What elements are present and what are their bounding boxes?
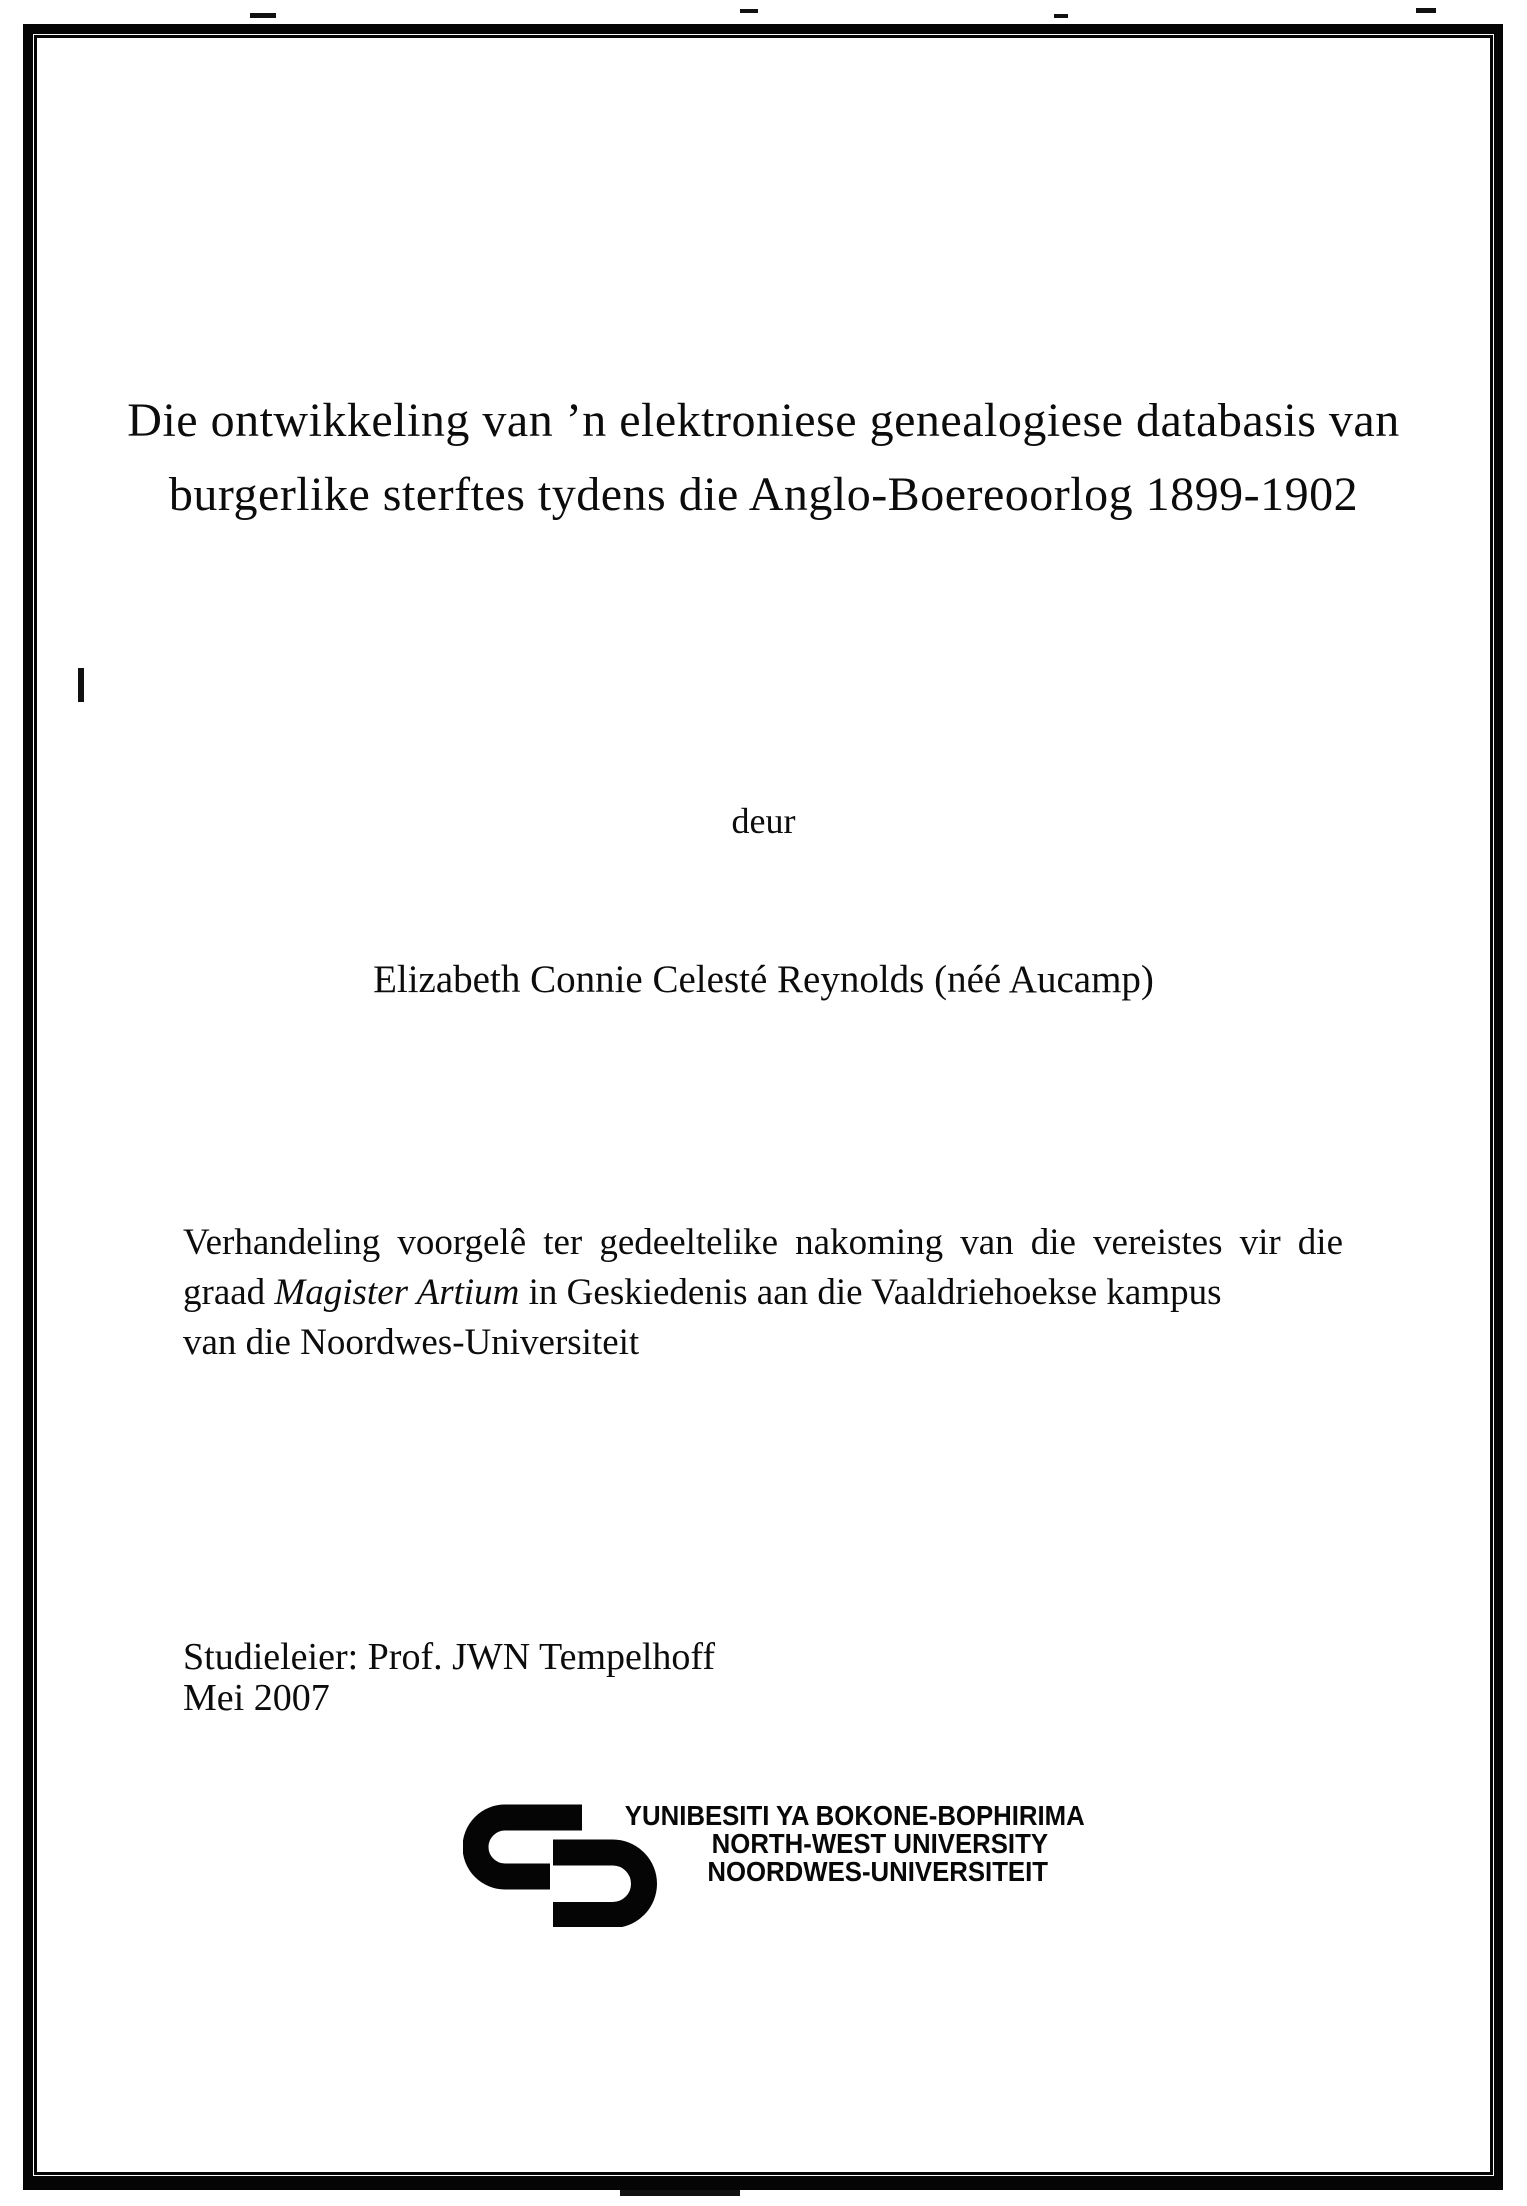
scan-speck: [250, 13, 276, 18]
logo-name-afrikaans: NOORDWES-UNIVERSITEIT: [707, 1856, 1048, 1887]
logo-name-setswana: YUNIBESITI YA BOKONE-BOPHIRIMA: [624, 1800, 1085, 1831]
submission-line2-prefix: graad: [183, 1272, 275, 1313]
submission-statement: [183, 1218, 1343, 1368]
scan-speck: [620, 2190, 740, 2196]
submission-line2: [183, 1268, 1343, 1318]
thesis-title-line1: Die ontwikkeling van ’n elektroniese genealogiese databasis van: [127, 394, 1400, 447]
date-line: Mei 2007: [183, 1677, 330, 1719]
supervisor-block: [183, 1637, 715, 1719]
scan-speck: [740, 9, 758, 13]
thesis-title-line2: burgerlike sterftes tydens die Anglo-Boereoorlog 1899-1902: [168, 468, 1359, 521]
thesis-title: [0, 384, 1527, 532]
byline-deur: deur: [731, 801, 796, 841]
scan-speck: [1054, 14, 1068, 18]
submission-line1: Verhandeling voorgelê ter gedeeltelike nakoming van die vereistes vir die: [183, 1222, 1343, 1263]
submission-line2-suffix: in Geskiedenis aan die Vaaldriehoekse kampus: [519, 1272, 1222, 1313]
author-name: Elizabeth Connie Celesté Reynolds (néé Aucamp): [373, 958, 1154, 1001]
university-logo-text: [624, 1800, 1085, 1887]
scan-speck: [78, 668, 84, 702]
scan-speck: [1416, 8, 1436, 13]
submission-line3: van die Noordwes-Universiteit: [183, 1322, 640, 1363]
degree-name-italic: Magister Artium: [274, 1272, 520, 1313]
logo-name-english: NORTH-WEST UNIVERSITY: [711, 1828, 1048, 1859]
supervisor-line: Studieleier: Prof. JWN Tempelhoff: [183, 1636, 716, 1678]
